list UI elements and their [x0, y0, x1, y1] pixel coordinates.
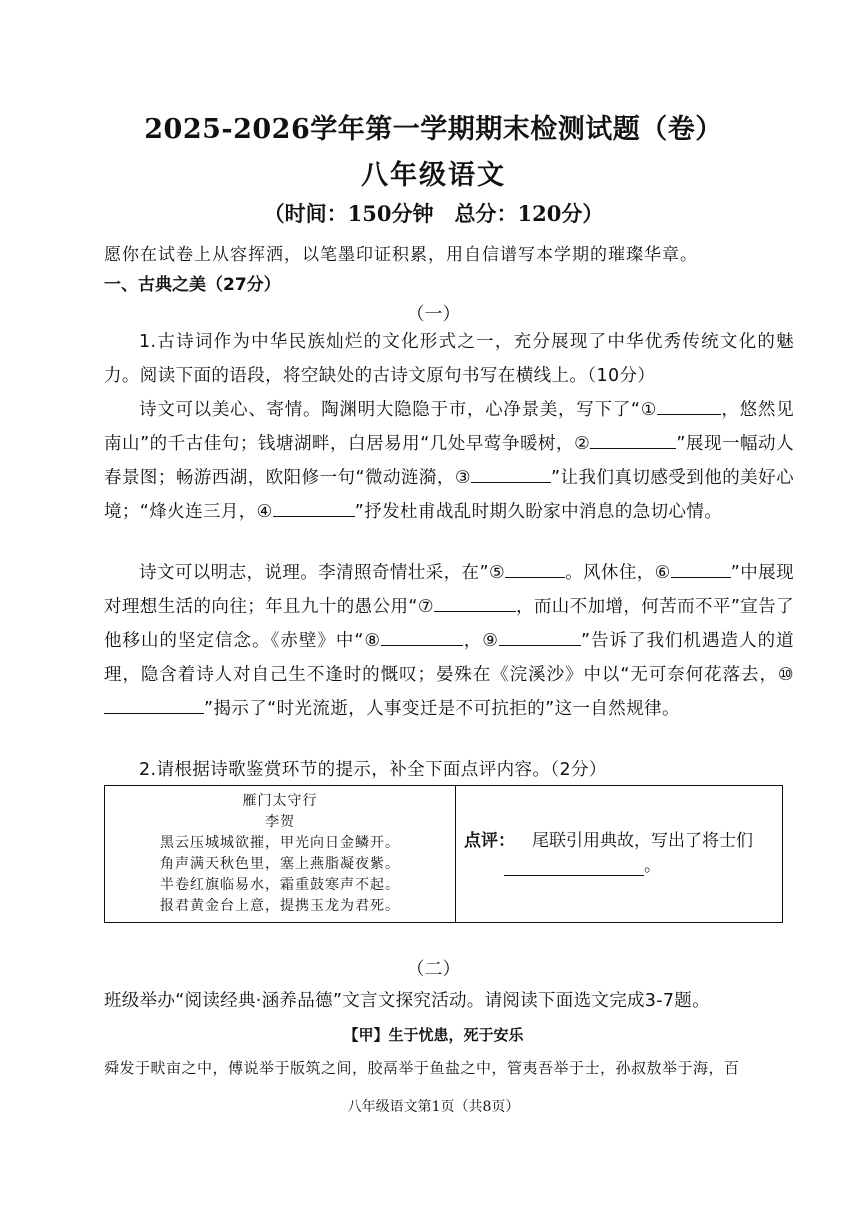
exam-motto: 愿你在试卷上从容挥洒，以笔墨印证积累，用自信谱写本学期的璀璨华章。 — [104, 245, 698, 265]
answer-blank-1[interactable] — [657, 394, 721, 415]
answer-blank-10[interactable] — [104, 693, 204, 714]
text-segment: 诗文可以美心、寄情。陶渊明大隐隐于市，心净景美，写下了“① — [139, 400, 658, 420]
answer-blank-7[interactable] — [434, 591, 516, 612]
question-text: 2.请根据诗歌鉴赏环节的提示，补全下面点评内容。（2分） — [139, 760, 607, 780]
question-2-prompt — [104, 753, 794, 787]
text-segment: ”告诉了我们机遇造人的道理，隐含着诗人对自己生不逢时的慨叹；晏殊在《浣溪沙》中以“无可奈何花落去，⑩ — [104, 631, 794, 685]
text-segment: ”抒发杜甫战乱时期久盼家中消息的急切心情。 — [354, 502, 723, 522]
question-text: 1.古诗词作为中华民族灿烂的文化形式之一，充分展现了中华优秀传统文化的魅力。阅读下面的语段，将空缺处的古诗文原句书写在横线上。（10分） — [104, 332, 794, 386]
passage-text: 舜发于畎亩之中，傅说举于版筑之间，胶鬲举于鱼盐之中，管夷吾举于士，孙叔敖举于海，百 — [104, 1059, 740, 1077]
paragraph — [104, 556, 794, 726]
poem-author: 李贺 — [265, 814, 295, 830]
poem-cell — [105, 786, 456, 923]
answer-blank-4[interactable] — [273, 496, 355, 517]
poem-line: 半卷红旗临易水，霜重鼓寒声不起。 — [160, 877, 400, 893]
section-heading: 一、古典之美（27分） — [104, 275, 281, 295]
answer-blank-9[interactable] — [499, 625, 581, 646]
question-1-prompt — [104, 325, 794, 393]
text-segment: ”展现一幅动人春景图；畅游西湖，欧阳修一句“微动涟漪，③ — [104, 434, 794, 488]
poem-line: 报君黄金台上意，提携玉龙为君死。 — [160, 898, 400, 914]
answer-blank-5[interactable] — [505, 557, 565, 578]
text-segment: 。风休住，⑥ — [565, 563, 671, 583]
text-segment: ”让我们真切感受到他的美好心境；“烽火连三月，④ — [104, 468, 794, 522]
text-segment: ”中展现对理想生活的向往；年且九十的愚公用“⑦ — [104, 563, 794, 617]
poem-line: 黑云压城城欲摧，甲光向日金鳞开。 — [160, 835, 400, 851]
text-segment: 诗文可以明志，说理。李清照奇情壮采，在”⑤ — [139, 563, 506, 583]
comment-cell — [456, 786, 783, 923]
part-label: （一） — [406, 304, 461, 325]
part-intro: 班级举办“阅读经典·涵养品德”文言文探究活动。请阅读下面选文完成3-7题。 — [104, 991, 710, 1011]
text-segment: ”揭示了“时光流逝，人事变迁是不可抗拒的”这一自然规律。 — [204, 699, 680, 719]
text-segment: ，悠然见南山”的千古佳句；钱塘湖畔，白居易用“几处早莺争暖树，② — [104, 400, 794, 454]
page-footer: 八年级语文第1页（共8页） — [347, 1099, 520, 1115]
poem-line: 角声满天秋色里，塞上燕脂凝夜紫。 — [160, 856, 400, 872]
comment-line — [464, 826, 782, 851]
passage-title: 【甲】生于忧患，死于安乐 — [343, 1026, 524, 1044]
exam-title: 2025-2026学年第一学期期末检测试题（卷） — [144, 114, 723, 145]
poem-title: 雁门太守行 — [242, 793, 318, 809]
answer-blank-6[interactable] — [671, 557, 731, 578]
comment-answer-blank[interactable] — [504, 875, 644, 876]
exam-subject: 八年级语文 — [361, 160, 506, 191]
answer-blank-8[interactable] — [381, 625, 463, 646]
question-1-paragraph-1 — [104, 393, 794, 529]
text-segment: ，⑨ — [463, 631, 499, 651]
comment-text: 尾联引用典故，写出了将士们 — [532, 831, 753, 851]
poem-table — [104, 785, 783, 923]
question-1-paragraph-2 — [104, 556, 794, 726]
paragraph — [104, 393, 794, 529]
answer-blank-3[interactable] — [471, 462, 551, 483]
comment-label: 点评： — [464, 831, 515, 851]
exam-time-info: （时间：150分钟 总分：120分） — [263, 201, 604, 226]
answer-blank-2[interactable] — [590, 428, 676, 449]
text-segment: ，而山不加增，何苦而不平”宣告了他移山的坚定信念。《赤壁》中“⑧ — [104, 597, 794, 651]
part-label: （二） — [406, 959, 461, 980]
comment-end: 。 — [644, 856, 661, 876]
